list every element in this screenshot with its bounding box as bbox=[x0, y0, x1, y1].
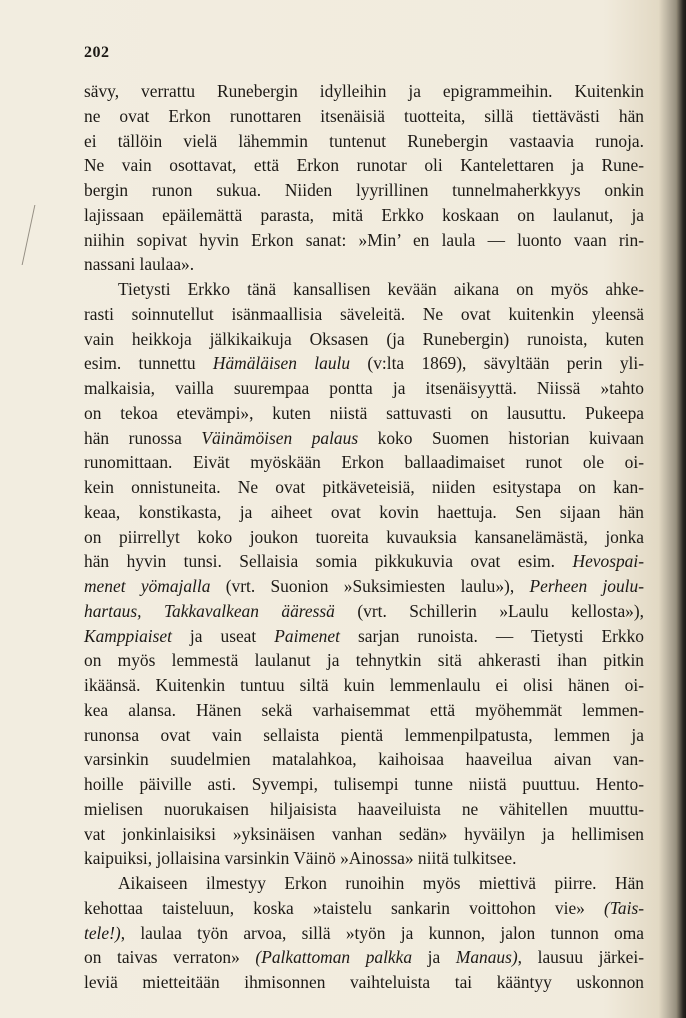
page-edge-shadow bbox=[676, 0, 686, 1018]
text-line: kaipuiksi, jollaisina varsinkin Väinö »Ainossa» niitä tulkitsee. bbox=[84, 848, 517, 869]
text-line: on piirrellyt koko joukon tuoreita kuvauksia kansanelämästä, jonka bbox=[84, 526, 644, 547]
text-line: on taivas verraton» (Palkattoman palkka ja Manaus), lausuu järkei- bbox=[84, 947, 645, 968]
text-line: kein onnistuneita. Ne ovat pitkäveteisiä, niiden esitystapa on kan- bbox=[84, 477, 644, 497]
text-line: niihin sopivat hyvin Erkon sanat: »Min’ en laula — luonto vaan rin- bbox=[84, 229, 644, 250]
text-line: keaa, konstikasta, ja aiheet ovat kovin haettuja. Sen sijaan hän bbox=[84, 501, 644, 522]
text-line: lajissaan epäilemättä parasta, mitä Erkko koskaan on laulanut, ja bbox=[84, 204, 644, 225]
text-line: Tietysti Erkko tänä kansallisen kevään aikana on myös ahke- bbox=[118, 279, 644, 299]
text-line: Aikaiseen ilmestyy Erkon runoihin myös miettivä piirre. Hän bbox=[118, 873, 644, 893]
text-line: hartaus, Takkavalkean ääressä (vrt. Schillerin »Laulu kellosta»), bbox=[84, 600, 644, 621]
text-line: esim. tunnettu Hämäläisen laulu (v:lta 1869), sävyltään perin yli- bbox=[84, 353, 644, 374]
text-line: Ne vain osottavat, että Erkon runotar oli Kantelettaren ja Rune- bbox=[84, 155, 644, 176]
text-line: runonsa ovat vain sellaista pientä lemmenpilpatusta, lemmen ja bbox=[84, 724, 644, 745]
text-line: vain heikkoja jälkikaikuja Oksasen (ja Runebergin) runoista, kuten bbox=[84, 328, 644, 349]
text-line: kehottaa taisteluun, koska »taistelu sankarin voittohon vie» (Tais- bbox=[84, 897, 644, 918]
text-line: menet yömajalla (vrt. Suonion »Suksimiesten laulu»), Perheen joulu- bbox=[84, 576, 645, 596]
text-line: hoille päiville asti. Syvempi, tulisempi tunne niistä puuttuu. Hento- bbox=[84, 774, 644, 794]
page-number: 202 bbox=[84, 44, 110, 61]
text-line: varsinkin suudelmien matalahkoa, kaihoisaa haaveilua aivan van- bbox=[84, 749, 644, 770]
text-line: tele!), laulaa työn arvoa, sillä »työn ja kunnon, jalon tunnon oma bbox=[84, 922, 644, 943]
text-line: hän hyvin tunsi. Sellaisia somia pikkukuvia ovat esim. Hevospai- bbox=[84, 551, 644, 572]
text-line: Kamppiaiset ja useat Paimenet sarjan runoista. — Tietysti Erkko bbox=[84, 625, 645, 646]
text-line: ne ovat Erkon runottaren itsenäisiä tuotteita, sillä tiettävästi hän bbox=[84, 105, 644, 126]
text-line: bergin runon sukua. Niiden lyyrillinen tunnelmaherkkyys onkin bbox=[84, 180, 644, 200]
text-line: on myös lemmestä laulanut ja tehnytkin sitä ahkerasti ihan pitkin bbox=[84, 650, 644, 671]
text-line: kea alansa. Hänen sekä varhaisemmat että myöhemmät lemmen- bbox=[84, 699, 644, 720]
text-line: ikäänsä. Kuitenkin tuntuu siltä kuin lemmenlaulu ei olisi hänen oi- bbox=[84, 675, 644, 695]
text-line: runomittaan. Eivät myöskään Erkon ballaadimaiset runot ole oi- bbox=[84, 452, 644, 473]
text-line: vat jonkinlaisiksi »yksinäisen vanhan sedän» hyväilyn ja hellimisen bbox=[84, 823, 644, 844]
body-text bbox=[84, 79, 644, 995]
text-line: malkaisia, vailla suurempaa pontta ja itsenäisyyttä. Niissä »tahto bbox=[84, 378, 644, 398]
text-line: on tekoa etevämpi», kuten niistä sattuvasti on lausuttu. Pukeepa bbox=[84, 402, 644, 423]
text-line: hän runossa Väinämöisen palaus koko Suomen historian kuivaan bbox=[84, 427, 644, 448]
text-line: sävy, verrattu Runebergin idylleihin ja epigrammeihin. Kuitenkin bbox=[84, 81, 644, 101]
text-line: leviä mietteitään ihmisonnen vaihteluista tai kääntyy uskonnon bbox=[84, 972, 644, 992]
text-line: rasti soinnutellut isänmaallisia säveleitä. Ne ovat kuitenkin yleensä bbox=[84, 303, 644, 324]
text-line: mielisen nuorukaisen hiljaisista haaveiluista ne vähitellen muuttu- bbox=[84, 798, 644, 819]
text-line: nassani laulaa». bbox=[84, 254, 195, 275]
text-line: ei tällöin vielä lähemmin tuntenut Runebergin vastaavia runoja. bbox=[84, 130, 644, 151]
